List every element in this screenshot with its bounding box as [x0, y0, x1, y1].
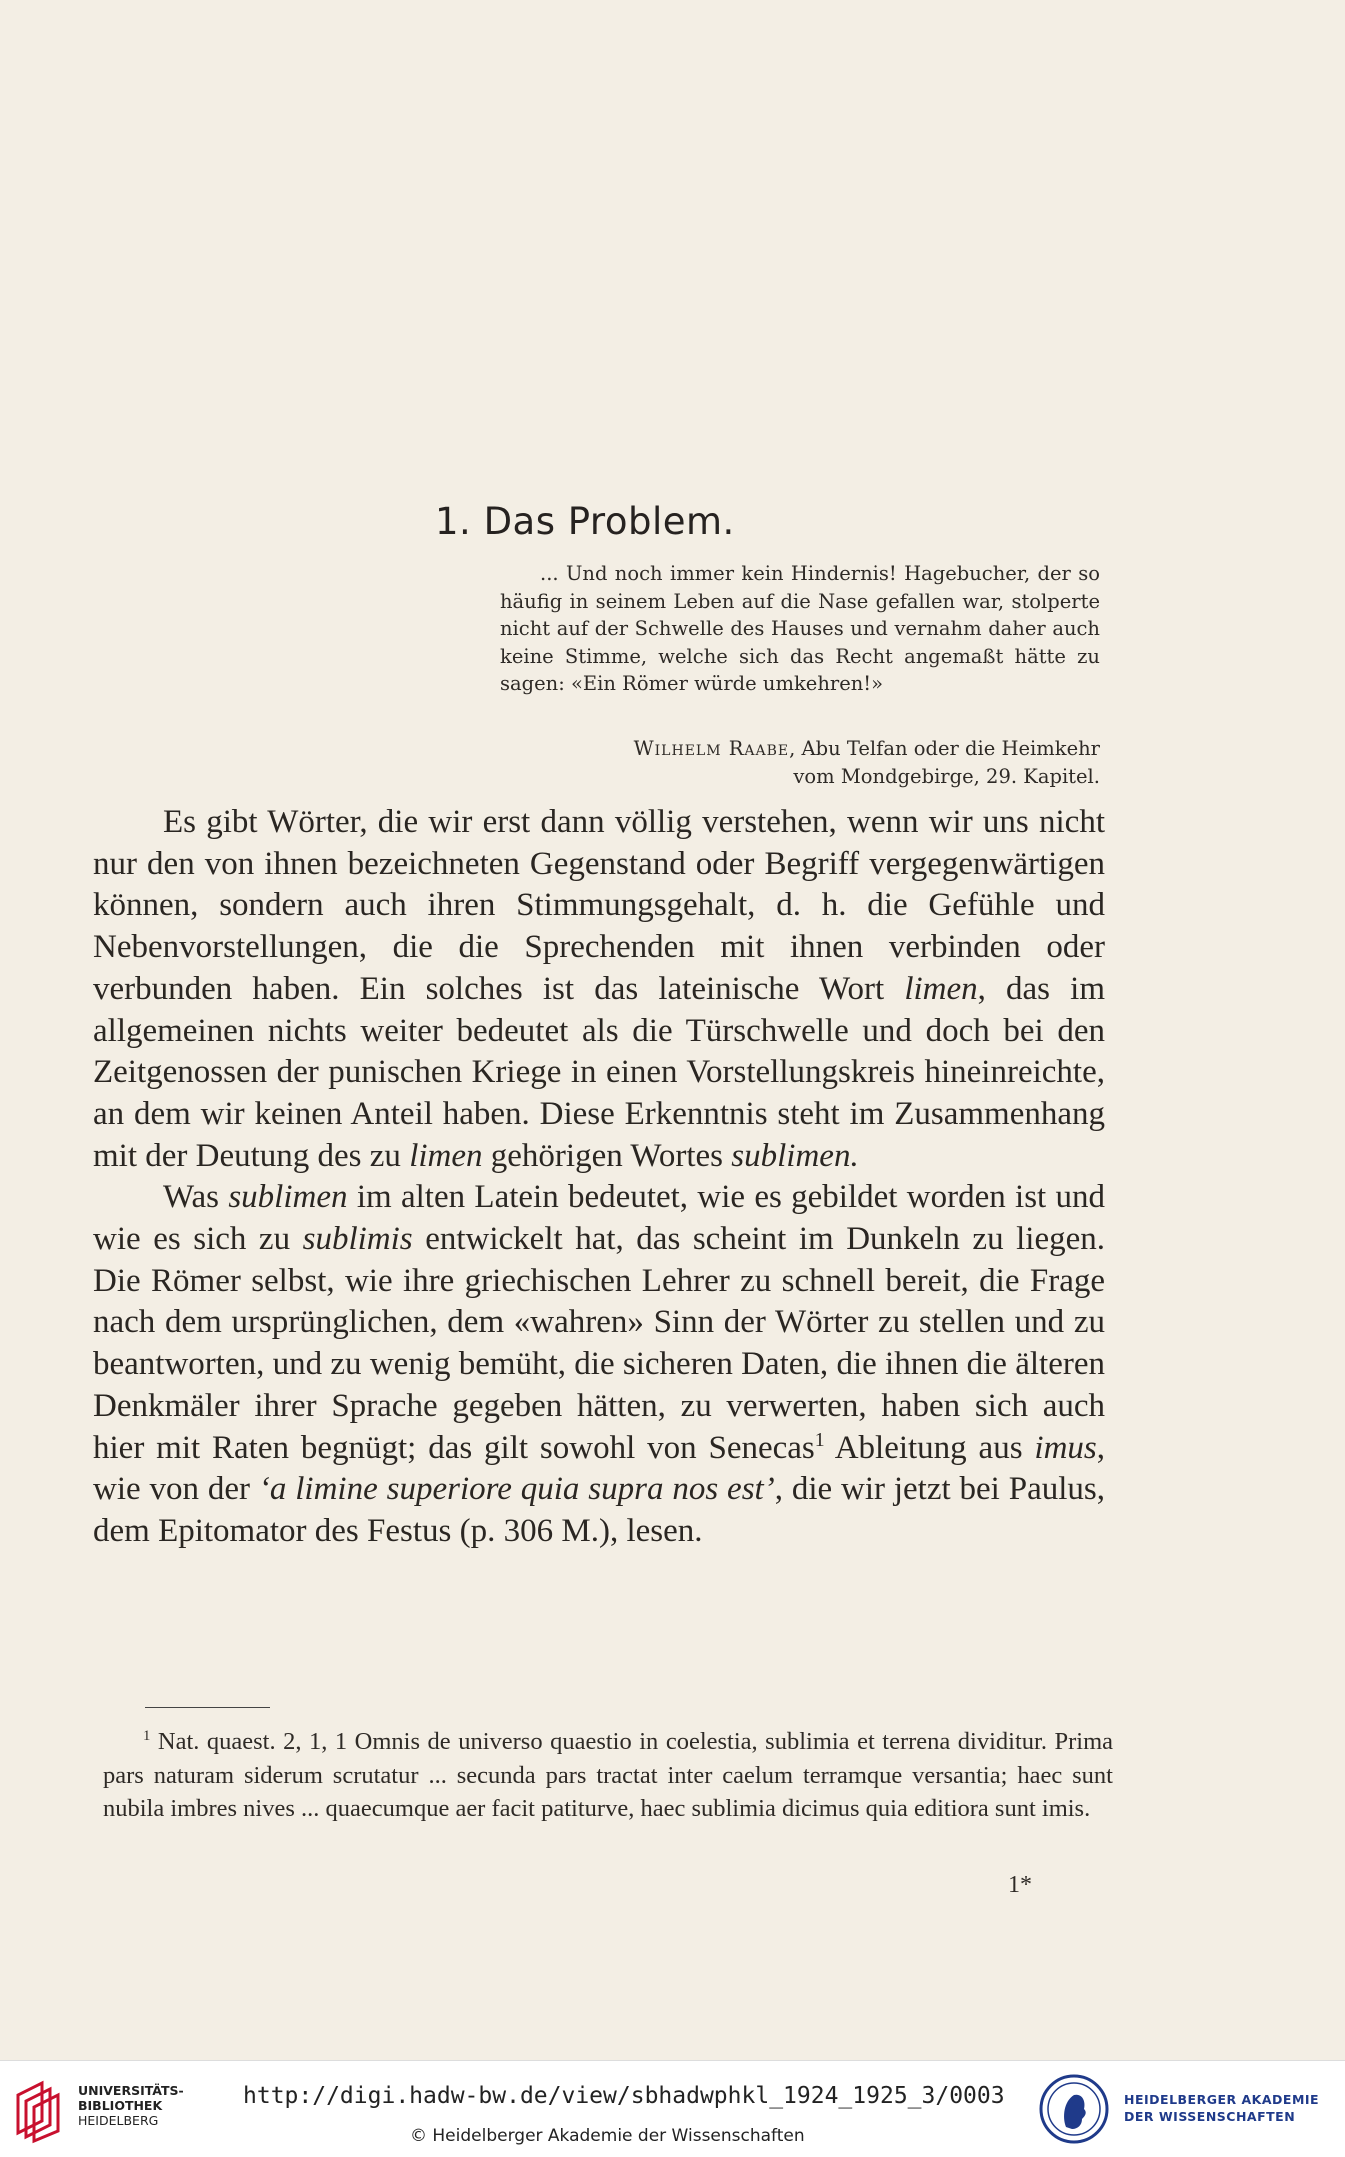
- p1-text-c: gehörigen Wortes: [490, 1137, 724, 1174]
- p2-text-d: Ableitung aus: [834, 1429, 1023, 1466]
- signature-mark: 1*: [1008, 1872, 1032, 1898]
- p1-text-b: , das im allgemeinen nichts weiter bedeutet als die Türschwelle und doch bei den Zeitgenossen der punischen Kriege in einen Vorstellungskreis hineinreichte, an dem wir keinen Anteil haben. Diese Erkenntnis steht im Zusammenhang mit der Deutung des zu: [93, 970, 1106, 1174]
- paragraph-2: [93, 1177, 1105, 1552]
- p1-term-limen-2: limen: [409, 1137, 483, 1174]
- p2-text-f: , die wir jetzt bei Paulus, dem Epitomator des Festus (p. 306 M.), lesen.: [93, 1471, 1105, 1549]
- ub-line-1: UNIVERSITÄTS-: [78, 2083, 184, 2098]
- ub-line-2: BIBLIOTHEK: [78, 2098, 163, 2113]
- ub-line-3: HEIDELBERG: [78, 2113, 159, 2128]
- epigraph-text: ... Und noch immer kein Hindernis! Hagebucher, der so häufig in seinem Leben auf die Nase gefallen war, stolperte nicht auf der Schwelle des Hauses und vernahm daher auch keine Stimme, welche sich das Recht angemaßt hätte zu sagen: «Ein Römer würde umkehren!»: [500, 562, 1100, 695]
- p1-term-sublimen: sublimen.: [731, 1137, 859, 1174]
- p1-term-limen: limen: [904, 970, 978, 1007]
- chapter-heading: 1. Das Problem.: [435, 500, 735, 543]
- academy-line-2: DER WISSENSCHAFTEN: [1124, 2109, 1296, 2124]
- p2-text-b: im alten Latein bedeutet, wie es gebildet worden ist und wie es sich zu: [93, 1179, 1106, 1258]
- footnote: [103, 1725, 1113, 1826]
- academy-seal-icon[interactable]: [1038, 2071, 1110, 2147]
- p2-term-sublimen: sublimen: [228, 1179, 348, 1216]
- p1-text-a: Es gibt Wörter, die wir erst dann völlig verstehen, wenn wir uns nicht nur den von ihnen bezeichneten Gegenstand oder Begriff vergegenwärtigen können, sondern auch ihren Stimmungsgehalt, d. h. die Gefühle und Nebenvorstellungen, die die Sprechenden mit ihnen verbinden oder verbunden haben. Ein solches ist das lateinische Wort: [93, 804, 1105, 1007]
- footer-bar: [0, 2060, 1345, 2157]
- footnote-marker: 1: [143, 1727, 151, 1744]
- p2-text-e: , wie von der: [93, 1429, 1105, 1508]
- academy-line-1: HEIDELBERGER AKADEMIE: [1124, 2092, 1320, 2107]
- epigraph-source-line1: , Abu Telfan oder die Heimkehr: [789, 737, 1100, 760]
- body-text: [93, 802, 1105, 1553]
- epigraph-source: [520, 735, 1100, 790]
- academy-name: [1124, 2091, 1319, 2125]
- ub-name: [78, 2083, 184, 2128]
- epigraph-author: Wilhelm Raabe: [633, 737, 790, 760]
- footnote-rule: [145, 1707, 270, 1708]
- p2-term-imus: imus: [1034, 1429, 1097, 1466]
- ub-logo-icon[interactable]: [10, 2075, 70, 2145]
- epigraph: [500, 560, 1100, 698]
- p2-text-c: entwickelt hat, das scheint im Dunkeln zu liegen. Die Römer selbst, wie ihre griechischen Lehrer zu schnell bereit, die Frage nach dem ursprünglichen, dem «wahren» Sinn der Wörter zu stellen und zu beantworten, und zu wenig bemüht, die sicheren Daten, die ihnen die älteren Denkmäler ihrer Sprache gegeben hätten, zu verwerten, haben sich auch hier mit Raten begnügt; das gilt sowohl von Senecas: [93, 1221, 1105, 1466]
- paragraph-1: [93, 802, 1105, 1177]
- footnote-text: Nat. quaest. 2, 1, 1 Omnis de universo quaestio in coelestia, sublimia et terrena dividitur. Prima pars naturam siderum scrutatur ... secunda pars tractat inter caelum terramque versantia; haec sunt nubila imbres nives ... quaecumque aer facit patiturve, haec sublimia dicimus quia editiora sunt imis.: [103, 1728, 1113, 1822]
- p2-term-sublimis: sublimis: [302, 1221, 413, 1258]
- footnote-reference[interactable]: 1: [814, 1428, 825, 1451]
- copyright-notice: © Heidelberger Akademie der Wissenschaften: [410, 2126, 805, 2146]
- p2-latin-quote: ‘a limine superiore quia supra nos est’: [258, 1471, 775, 1508]
- epigraph-source-line2: vom Mondgebirge, 29. Kapitel.: [793, 764, 1100, 788]
- p2-text-a: Was: [163, 1179, 219, 1216]
- permalink-url[interactable]: http://digi.hadw-bw.de/view/sbhadwphkl_1924_1925_3/0003: [243, 2083, 1005, 2109]
